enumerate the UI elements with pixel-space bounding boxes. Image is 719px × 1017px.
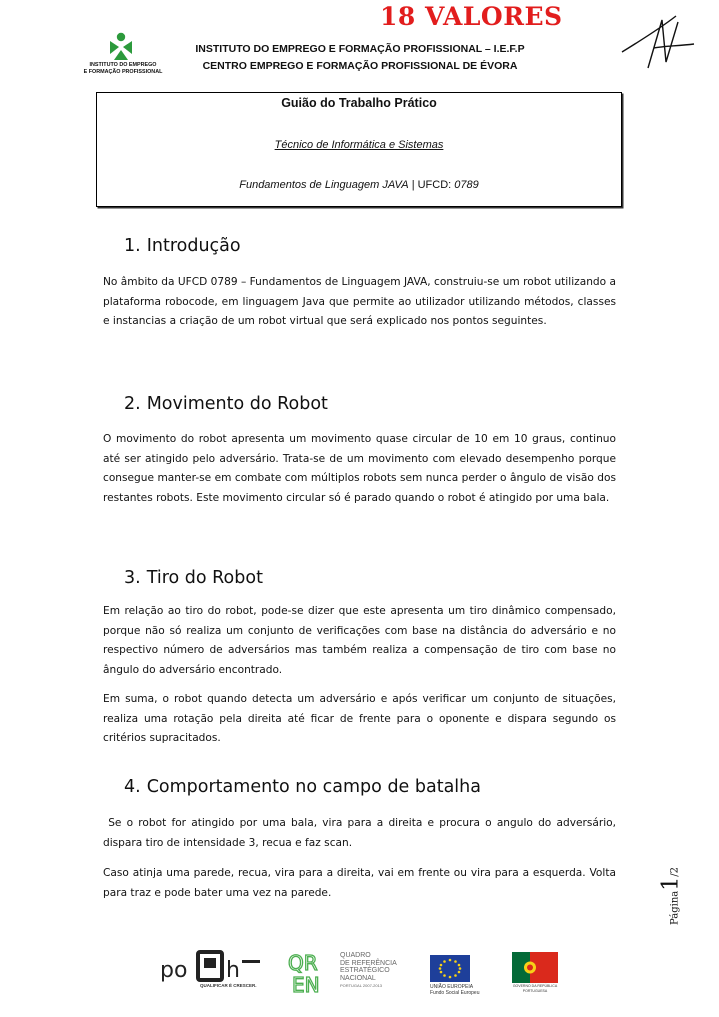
section-number: 3. [124,568,141,588]
ufcd-separator: | UFCD: [408,179,455,191]
gov-text: PORTUGUESA [522,988,548,993]
poph-wordmark-icon [160,950,265,982]
ufcd-code: 0789 [454,179,479,191]
eu-text: Fundo Social Europeu [430,990,480,996]
iefp-logo-text: INSTITUTO DO EMPREGO [89,62,157,68]
svg-text:h: h [226,958,240,982]
qren-letters-icon [288,950,338,994]
iefp-logo [78,30,168,80]
section-heading [124,394,328,414]
svg-text:QR: QR [288,951,318,975]
document-title: Guião do Trabalho Prático [281,96,437,110]
title-box [96,92,622,207]
section-heading [124,236,241,256]
signature-mark [618,12,696,72]
page-label: Página [669,890,681,925]
module-line [97,179,621,191]
paragraph: Em suma, o robot quando detecta um adversário e após verificar um conjunto de situações, realiza uma rotação pela direita até ficar de frente para o oponente e dispara segundo os critérios supracitados. [103,693,616,745]
module-name: Fundamentos de Linguagem JAVA [239,179,409,191]
section-title: Movimento do Robot [146,394,328,414]
eu-text: UNIÃO EUROPEIA [430,984,474,990]
section-number: 2. [124,394,141,414]
section-title: Comportamento no campo de batalha [146,777,481,797]
section-title: Tiro do Robot [146,568,263,588]
grade-stamp: 18 VALORES [380,2,563,31]
qren-text: DE REFERÊNCIA [340,959,397,967]
svg-text:EN: EN [292,973,320,994]
section-title: Introdução [146,236,241,256]
qren-text: NACIONAL [340,974,376,982]
institute-name: INSTITUTO DO EMPREGO E FORMAÇÃO PROFISSIONAL – I.E.F.P [195,43,525,55]
iefp-logo-text: E FORMAÇÃO PROFISSIONAL [83,69,163,75]
paragraph: Caso atinja uma parede, recua, vira para a direita, vai em frente ou vira para a esquerda. Volta para traz e pode bater uma vez na parede. [103,867,616,899]
paragraph: No âmbito da UFCD 0789 – Fundamentos de Linguagem JAVA, construiu-se um robot utilizando a plataforma robocode, em linguagem Java que permite ao utilizador utilizando métodos, classes e instancias a criação de um robot virtual que será explicado nos pontos seguintes. [103,276,616,328]
poph-tagline: QUALIFICAR É CRESCER. [200,983,257,988]
section-number: 4. [124,777,141,797]
center-name: CENTRO EMPREGO E FORMAÇÃO PROFISSIONAL DE ÉVORA [202,60,518,72]
paragraph: Se o robot for atingido por uma bala, vira para a direita e procura o angulo do adversário, dispara tiro de intensidade 3, recua e faz scan. [103,817,620,849]
paragraph: O movimento do robot apresenta um movimento quase circular de 10 em 10 graus, continuo até ser atingido pelo adversário. Trata-se de um movimento com elevado desempenho porque consegue manter-se em combate com múltiplos robots sem nunca perder o ângulo de visão dos restantes robots. Este movimento circular só é parado quando o robot é atingido por uma bala. [103,433,616,504]
section-heading [124,568,263,588]
section-number: 1. [124,236,141,256]
qren-text: PORTUGAL 2007-2013 [340,983,383,988]
qren-logo [288,950,408,996]
government-logo [512,952,562,996]
paragraph: Em relação ao tiro do robot, pode-se dizer que este apresenta um tiro dinâmico compensado, porque não só realiza um conjunto de verificações com base na distância do adversário e no respectivo número de adversários mas também realiza a compensação de tiro com base no ângulo do adversário encontrado. [103,605,616,676]
page-number [656,856,686,936]
gov-text: GOVERNO DA REPÚBLICA [512,984,558,988]
eu-logo [430,955,490,997]
portugal-flag-icon [512,952,558,983]
svg-text:po: po [160,958,188,982]
course-name: Técnico de Informática e Sistemas [274,139,444,151]
page-current: 1 [658,876,684,891]
poph-logo [160,950,265,992]
qren-text: ESTRATÉGICO [340,967,390,974]
section-heading [124,777,481,797]
eu-flag-icon [430,955,470,982]
page-total: /2 [669,867,681,877]
qren-text: QUADRO [340,952,371,959]
